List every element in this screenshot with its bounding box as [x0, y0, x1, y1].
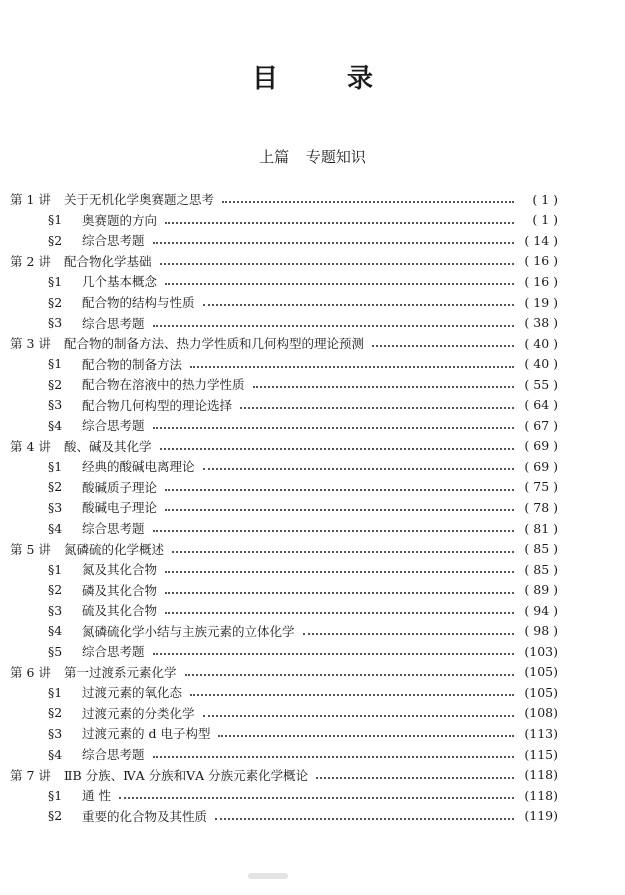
toc-entry-title: 综合思考题: [82, 644, 145, 660]
toc-entry-page: ( 85 ): [524, 561, 558, 577]
toc-leader-dots: [153, 415, 514, 429]
toc-entry-title: 酸、碱及其化学: [64, 438, 152, 454]
toc-section-row[interactable]: [10, 394, 558, 415]
toc-entry-number: §3: [48, 725, 63, 741]
toc-entry-page: ( 69 ): [524, 438, 558, 454]
page-title: 目 录: [251, 64, 404, 94]
toc-chapter-row[interactable]: [10, 538, 558, 559]
toc-section-row[interactable]: [10, 703, 558, 724]
toc-section-row[interactable]: [10, 682, 558, 703]
toc-leader-dots: [153, 518, 514, 532]
toc-entry-title: 经典的酸碱电离理论: [82, 459, 195, 475]
toc-leader-dots: [190, 682, 514, 696]
toc-entry-number: §1: [48, 561, 63, 577]
toc-entry-page: ( 40 ): [524, 356, 558, 372]
section-heading: 上篇 专题知识: [259, 148, 366, 166]
toc-entry-number: 第 2 讲: [10, 253, 51, 269]
toc-section-row[interactable]: [10, 600, 558, 621]
toc-entry-number: 第 4 讲: [10, 438, 51, 454]
toc-entry-number: 第 5 讲: [10, 541, 51, 557]
toc-entry-number: 第 7 讲: [10, 767, 51, 783]
toc-chapter-row[interactable]: [10, 764, 558, 785]
toc-leader-dots: [160, 436, 514, 450]
toc-entry-title: 综合思考题: [82, 315, 145, 331]
toc-leader-dots: [153, 313, 514, 327]
toc-entry-page: ( 94 ): [524, 602, 558, 618]
toc-entry-page: (105): [524, 684, 558, 700]
toc-entry-number: §2: [48, 294, 63, 310]
toc-entry-title: 过渡元素的分类化学: [82, 705, 195, 721]
toc-entry-page: (108): [524, 705, 558, 721]
toc-entry-title: 通 性: [82, 788, 111, 804]
toc-section-row[interactable]: [10, 292, 558, 313]
toc-entry-number: §1: [48, 212, 63, 228]
toc-entry-page: (115): [524, 746, 558, 762]
toc-entry-number: §4: [48, 417, 63, 433]
toc-section-row[interactable]: [10, 559, 558, 580]
toc-entry-title: 配合物的制备方法: [82, 356, 183, 372]
toc-leader-dots: [119, 785, 514, 799]
toc-leader-dots: [153, 230, 514, 244]
toc-entry-number: §2: [48, 582, 63, 598]
toc-entry-title: 综合思考题: [82, 233, 145, 249]
toc-section-row[interactable]: [10, 271, 558, 292]
toc-entry-number: §4: [48, 623, 63, 639]
toc-leader-dots: [185, 662, 514, 676]
toc-entry-number: §4: [48, 746, 63, 762]
toc-entry-number: §2: [48, 479, 63, 495]
toc-leader-dots: [253, 374, 514, 388]
toc-section-row[interactable]: [10, 374, 558, 395]
toc-leader-dots: [203, 703, 514, 717]
toc-entry-number: §1: [48, 787, 63, 803]
toc-entry-page: ( 64 ): [524, 397, 558, 413]
toc-entry-title: 过渡元素的氧化态: [82, 685, 183, 701]
toc-entry-title: 综合思考题: [82, 418, 145, 434]
toc-leader-dots: [153, 744, 514, 758]
toc-leader-dots: [165, 559, 514, 573]
toc-entry-title: 氮磷硫的化学概述: [64, 541, 165, 557]
toc-section-row[interactable]: [10, 641, 558, 662]
toc-entry-page: ( 1 ): [532, 212, 558, 228]
toc-leader-dots: [160, 251, 514, 265]
toc-entry-title: 综合思考题: [82, 521, 145, 537]
toc-entry-number: §1: [48, 273, 63, 289]
toc-leader-dots: [165, 210, 514, 224]
toc-chapter-row[interactable]: [10, 333, 558, 354]
toc-entry-number: §2: [48, 808, 63, 824]
toc-leader-dots: [372, 333, 514, 347]
toc-leader-dots: [165, 580, 514, 594]
toc-section-row[interactable]: [10, 415, 558, 436]
toc-entry-page: ( 55 ): [524, 376, 558, 392]
toc-chapter-row[interactable]: [10, 662, 558, 683]
toc-entry-number: §5: [48, 643, 63, 659]
toc-entry-title: 综合思考题: [82, 747, 145, 763]
toc-leader-dots: [190, 354, 514, 368]
toc-entry-title: 过渡元素的 d 电子构型: [82, 726, 211, 742]
toc-entry-number: §3: [48, 315, 63, 331]
toc-section-row[interactable]: [10, 744, 558, 765]
toc-entry-number: §2: [48, 232, 63, 248]
toc-entry-page: ( 69 ): [524, 458, 558, 474]
toc-section-row[interactable]: [10, 620, 558, 641]
toc-entry-title: 酸碱质子理论: [82, 479, 158, 495]
toc-entry-title: 配合物在溶液中的热力学性质: [82, 377, 245, 393]
toc-section-row[interactable]: [10, 230, 558, 251]
toc-leader-dots: [218, 723, 514, 737]
toc-leader-dots: [316, 765, 514, 779]
toc-entry-number: §1: [48, 684, 63, 700]
toc-entry-page: (105): [524, 664, 558, 680]
toc-section-row[interactable]: [10, 723, 558, 744]
toc-entry-page: ( 19 ): [524, 294, 558, 310]
toc-chapter-row[interactable]: [10, 436, 558, 457]
toc-entry-title: 硫及其化合物: [82, 603, 158, 619]
toc-entry-title: 配合物的制备方法、热力学性质和几何构型的理论预测: [64, 336, 365, 352]
toc-entry-number: 第 3 讲: [10, 336, 51, 352]
toc-entry-page: (119): [524, 808, 558, 824]
toc-entry-page: (103): [524, 643, 558, 659]
toc-section-row[interactable]: [10, 312, 558, 333]
toc-entry-page: (118): [524, 767, 558, 783]
toc-entry-number: §3: [48, 397, 63, 413]
toc-leader-dots: [240, 395, 514, 409]
toc-leader-dots: [303, 621, 514, 635]
toc-entry-title: 配合物几何构型的理论选择: [82, 397, 233, 413]
toc-entry-title: ⅡB 分族、ⅣA 分族和ⅤA 分族元素化学概论: [64, 767, 309, 783]
toc-entry-number: §2: [48, 705, 63, 721]
toc-chapter-row[interactable]: [10, 189, 558, 210]
toc-leader-dots: [172, 539, 514, 553]
toc-entry-title: 第一过渡系元素化学: [64, 664, 177, 680]
toc-section-row[interactable]: [10, 518, 558, 539]
toc-entry-number: §1: [48, 458, 63, 474]
toc-entry-number: §3: [48, 499, 63, 515]
toc-entry-title: 关于无机化学奥赛题之思考: [64, 192, 215, 208]
toc-section-row[interactable]: [10, 456, 558, 477]
toc-entry-number: §2: [48, 376, 63, 392]
toc-entry-title: 氮及其化合物: [82, 562, 158, 578]
toc-entry-page: (118): [524, 787, 558, 803]
toc-entry-page: ( 16 ): [524, 273, 558, 289]
toc-entry-page: ( 40 ): [524, 335, 558, 351]
toc-leader-dots: [165, 271, 514, 285]
toc-entry-page: ( 16 ): [524, 253, 558, 269]
toc-entry-page: ( 75 ): [524, 479, 558, 495]
toc-leader-dots: [153, 641, 514, 655]
toc-leader-dots: [165, 497, 514, 511]
toc-entry-number: 第 1 讲: [10, 192, 51, 208]
toc-entry-title: 重要的化合物及其性质: [82, 808, 208, 824]
toc-entry-number: §3: [48, 602, 63, 618]
toc-section-row[interactable]: [10, 579, 558, 600]
toc-entry-page: ( 78 ): [524, 499, 558, 515]
toc-section-row[interactable]: [10, 497, 558, 518]
scan-mark: [248, 873, 288, 879]
toc-entry-number: 第 6 讲: [10, 664, 51, 680]
toc-entry-number: §1: [48, 356, 63, 372]
toc-entry-page: ( 85 ): [524, 541, 558, 557]
toc-section-row[interactable]: [10, 805, 558, 826]
toc-entry-page: ( 89 ): [524, 582, 558, 598]
toc-entry-title: 奥赛题的方向: [82, 212, 158, 228]
toc-leader-dots: [165, 600, 514, 614]
toc-leader-dots: [165, 477, 514, 491]
toc-leader-dots: [222, 189, 514, 203]
table-of-contents: [10, 189, 558, 826]
toc-entry-title: 配合物化学基础: [64, 253, 152, 269]
toc-entry-page: ( 67 ): [524, 417, 558, 433]
toc-entry-number: §4: [48, 520, 63, 536]
toc-entry-page: ( 81 ): [524, 520, 558, 536]
toc-entry-page: (113): [524, 725, 558, 741]
toc-section-row[interactable]: [10, 353, 558, 374]
toc-entry-page: ( 1 ): [532, 191, 558, 207]
toc-section-row[interactable]: [10, 785, 558, 806]
toc-entry-title: 配合物的结构与性质: [82, 295, 195, 310]
toc-entry-page: ( 98 ): [524, 623, 558, 639]
toc-entry-title: 磷及其化合物: [82, 582, 158, 598]
toc-chapter-row[interactable]: [10, 251, 558, 272]
toc-section-row[interactable]: [10, 210, 558, 231]
toc-leader-dots: [203, 456, 514, 470]
toc-section-row[interactable]: [10, 477, 558, 498]
toc-entry-title: 酸碱电子理论: [82, 500, 158, 516]
toc-leader-dots: [215, 806, 514, 820]
toc-entry-title: 氮磷硫化学小结与主族元素的立体化学: [82, 623, 295, 639]
toc-entry-page: ( 14 ): [524, 232, 558, 248]
toc-leader-dots: [203, 292, 514, 306]
toc-entry-page: ( 38 ): [524, 315, 558, 331]
toc-entry-title: 几个基本概念: [82, 274, 158, 290]
